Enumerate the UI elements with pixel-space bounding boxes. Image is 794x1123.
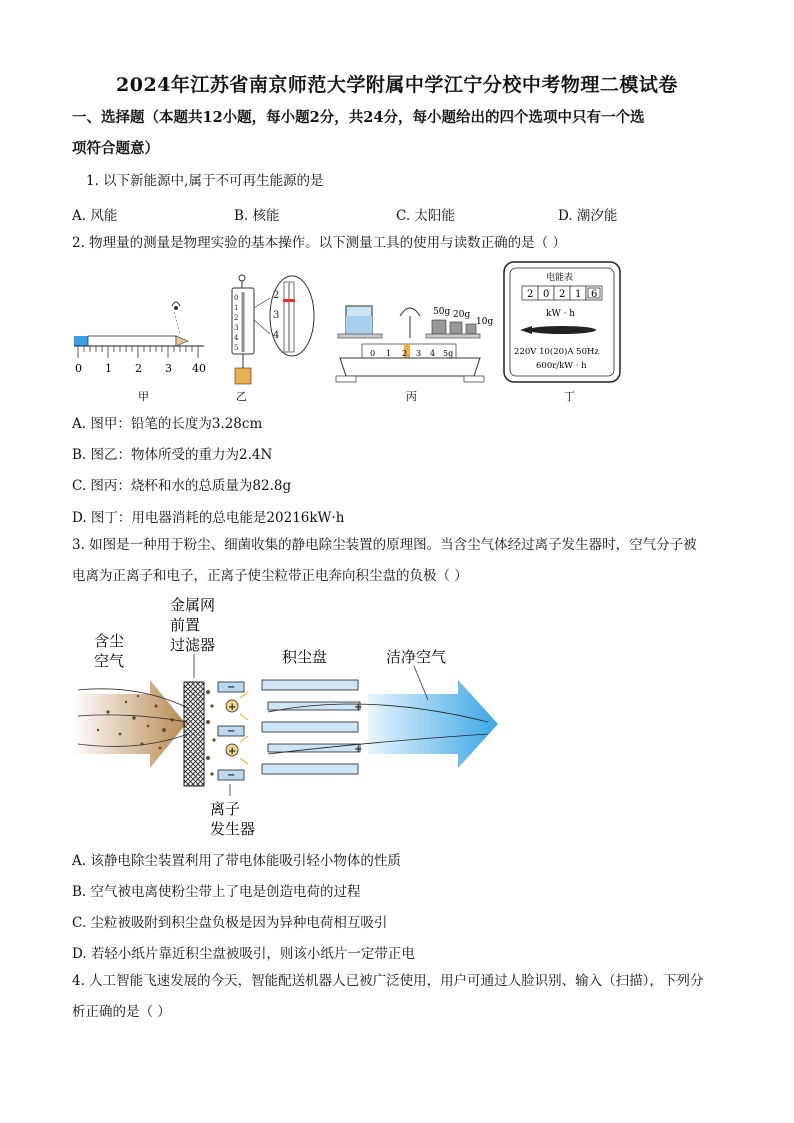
- q2-option-c: C. 图丙：烧杯和水的总质量为82.8g: [72, 478, 292, 494]
- q1-option-d: D. 潮汐能: [558, 208, 618, 224]
- q1-option-a: A. 风能: [72, 208, 118, 224]
- balance-tick-1: 1: [386, 349, 392, 358]
- weight-50g: 50g: [433, 307, 451, 317]
- svg-text:+: +: [228, 746, 237, 757]
- ruler-tick-3: 3: [165, 362, 172, 375]
- page-title: 2024年江苏省南京师范大学附属中学江宁分校中考物理二模试卷: [116, 74, 678, 96]
- question-1-stem: 1. 以下新能源中,属于不可再生能源的是: [86, 173, 324, 189]
- svg-text:−: −: [227, 682, 236, 693]
- balance-tick-4: 4: [430, 349, 436, 358]
- caption-yi: 乙: [236, 390, 247, 403]
- caption-bing: 丙: [406, 390, 417, 403]
- question-4-line2: 析正确的是（ ）: [72, 1004, 171, 1020]
- ruler-tick-40: 40: [192, 362, 206, 375]
- question-3-line1: 3. 如图是一种用于粉尘、细菌收集的静电除尘装置的原理图。当含尘气体经过离子发生器时，空气分子被: [72, 537, 697, 553]
- meter-digit-5: 6: [591, 289, 598, 300]
- question-3-line2: 电离为正离子和电子，正离子使尘粒带正电奔向积尘盘的负极（ ）: [72, 568, 468, 584]
- meter-rate: 600r/kW · h: [536, 361, 587, 371]
- scale-tick-4: 4: [234, 334, 239, 342]
- scale-tick-3: 3: [234, 324, 239, 332]
- balance-tick-0: 0: [370, 349, 376, 358]
- spring-scale-diagram: [232, 275, 314, 403]
- meter-digit-3: 2: [559, 289, 566, 300]
- balance-tick-3: 3: [416, 349, 422, 358]
- weight-10g: 10g: [476, 317, 494, 327]
- svg-text:−: −: [227, 770, 236, 781]
- meter-specs: 220V 10(20)A 50Hz: [514, 347, 599, 357]
- balance-tick-2: 2: [402, 349, 408, 358]
- q2-option-a: A. 图甲：铅笔的长度为3.28cm: [72, 416, 263, 432]
- svg-text:+: +: [354, 744, 363, 755]
- label-dusty-1: 含尘: [94, 632, 125, 650]
- scale-tick-5: 5: [234, 344, 239, 352]
- metal-mesh-filter: [184, 682, 204, 786]
- q2-figure: [70, 258, 630, 408]
- scale-tick-0: 0: [234, 294, 239, 302]
- q2-option-d: D. 图丁：用电器消耗的总电能是20216kW·h: [72, 510, 345, 526]
- label-mesh-2: 前置: [170, 616, 201, 634]
- label-mesh-1: 金属网: [170, 596, 216, 614]
- label-ion-1: 离子: [210, 800, 241, 818]
- balance-tick-5g: 5g: [443, 349, 454, 358]
- balance-diagram: [336, 306, 493, 403]
- zoom-tick-4: 4: [273, 330, 280, 341]
- caption-jia: 甲: [138, 390, 149, 403]
- collector-plates: [262, 680, 363, 774]
- ruler-tick-2: 2: [135, 362, 142, 375]
- question-4-line1: 4. 人工智能飞速发展的今天，智能配送机器人已被广泛使用，用户可通过人脸识别、输入（扫描），下列分: [72, 973, 704, 989]
- label-ion-2: 发生器: [210, 820, 256, 838]
- q3-option-a: A. 该静电除尘装置利用了带电体能吸引轻小物体的性质: [72, 853, 401, 869]
- zoom-tick-2: 2: [273, 290, 280, 301]
- svg-text:+: +: [228, 702, 237, 713]
- label-clean-air: 洁净空气: [386, 648, 447, 666]
- meter-unit: kW · h: [546, 309, 576, 319]
- section-heading-line2: 项符合题意）: [72, 140, 159, 157]
- q3-option-d: D. 若轻小纸片靠近积尘盘被吸引，则该小纸片一定带正电: [72, 946, 415, 962]
- q2-option-b: B. 图乙：物体所受的重力为2.4N: [72, 447, 273, 463]
- meter-digit-2: 0: [543, 289, 550, 300]
- q1-option-b: B. 核能: [234, 208, 280, 224]
- q3-option-c: C. 尘粒被吸附到积尘盘负极是因为异种电荷相互吸引: [72, 915, 388, 931]
- meter-digit-1: 2: [527, 289, 534, 300]
- ruler-tick-0: 0: [75, 362, 82, 375]
- electric-meter-diagram: [504, 262, 620, 403]
- scale-tick-1: 1: [234, 304, 239, 312]
- q3-precipitator-figure: [68, 594, 518, 844]
- q1-option-c: C. 太阳能: [396, 208, 455, 224]
- zoom-tick-3: 3: [273, 310, 280, 321]
- label-collector-plate: 积尘盘: [282, 648, 328, 666]
- svg-text:−: −: [227, 726, 236, 737]
- meter-digit-4: 1: [575, 289, 582, 300]
- label-mesh-3: 过滤器: [170, 636, 216, 654]
- ruler-tick-1: 1: [105, 362, 112, 375]
- scale-tick-2: 2: [234, 314, 239, 322]
- svg-text:+: +: [354, 702, 363, 713]
- meter-label: 电能表: [546, 273, 574, 283]
- dusty-air-flow: [72, 680, 188, 768]
- ruler-diagram: [74, 302, 206, 403]
- caption-ding: 丁: [564, 390, 575, 403]
- q3-option-b: B. 空气被电离使粉尘带上了电是创造电荷的过程: [72, 884, 361, 900]
- section-heading-line1: 一、选择题（本题共12小题，每小题2分，共24分，每小题给出的四个选项中只有一个选: [72, 109, 645, 126]
- question-2-stem: 2. 物理量的测量是物理实验的基本操作。以下测量工具的使用与读数正确的是（ ）: [72, 235, 566, 251]
- label-dusty-2: 空气: [94, 652, 125, 670]
- weight-20g: 20g: [453, 310, 471, 320]
